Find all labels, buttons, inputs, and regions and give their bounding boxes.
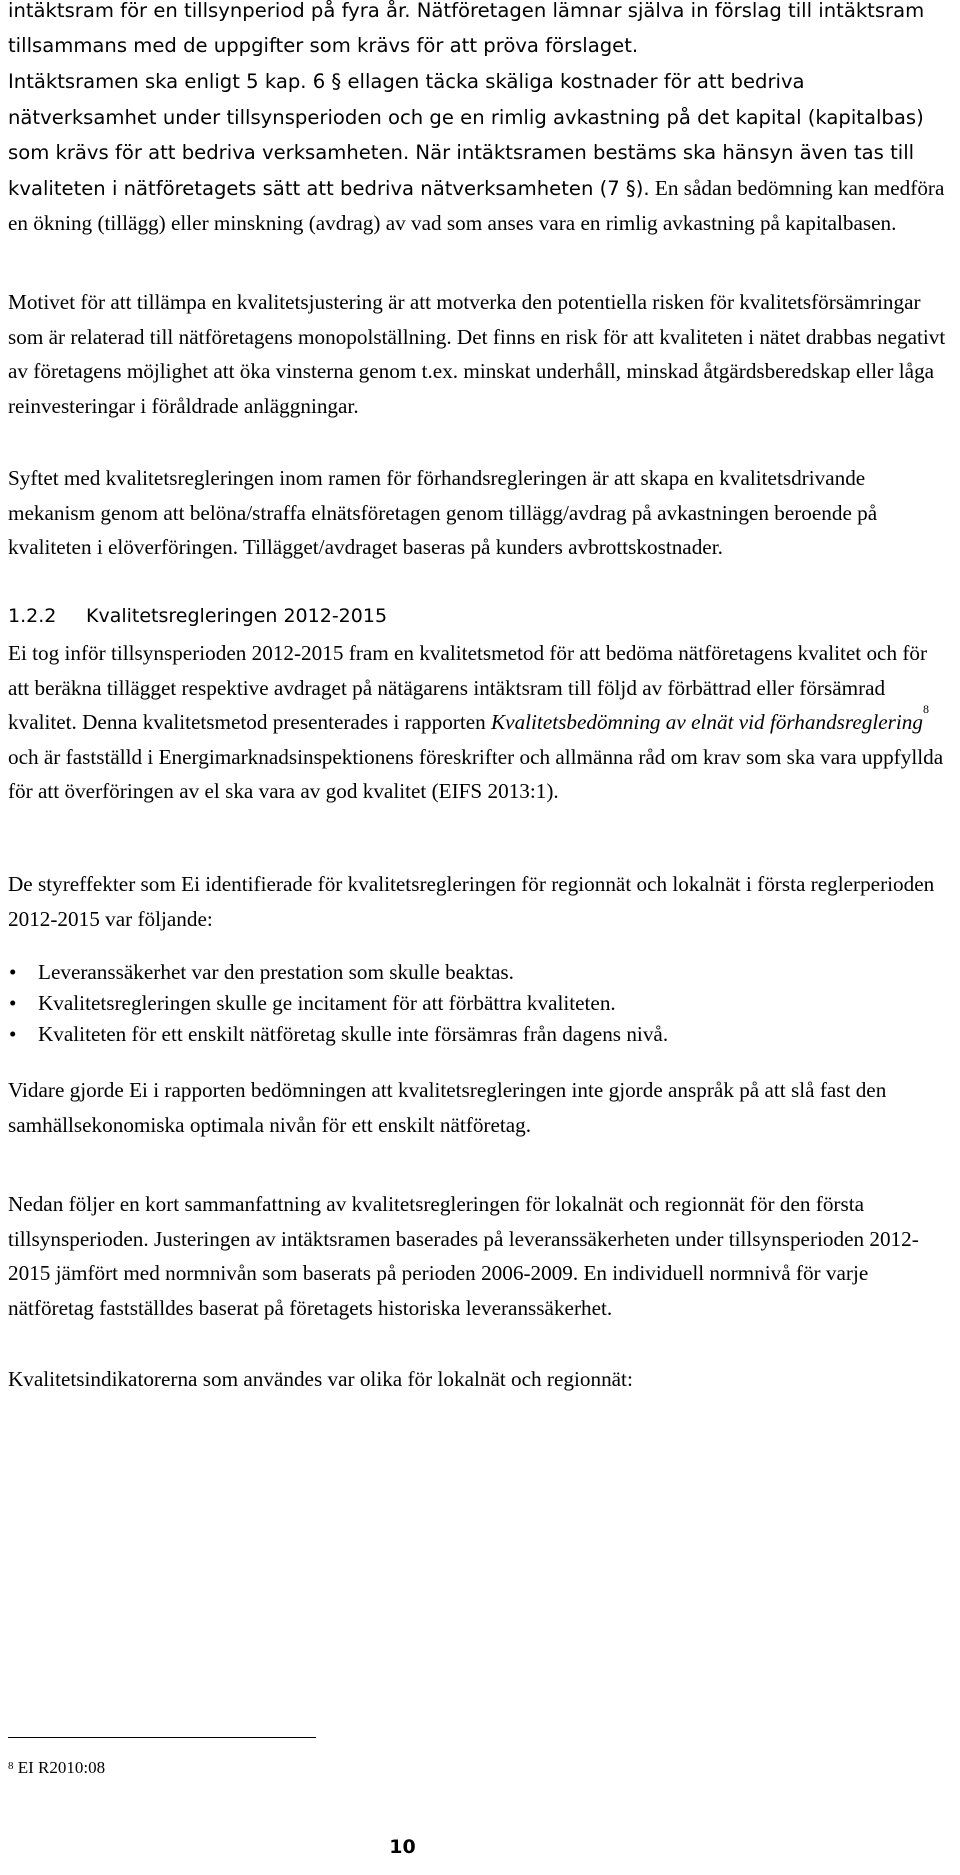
paragraph-intro-continued: intäktsram för en tillsynperiod på fyra år. Nätföretagen lämnar själva in förslag till intäktsram tillsammans med de uppgifter som krävs för att pröva förslaget. bbox=[8, 0, 925, 57]
paragraph-ei-tog-part1: Ei tog inför tillsynsperioden 2012-2015 fram en kvalitetsmetod för att bedöma nätföretagens kvalitet och för att beräkna tillägget respektive avdraget på nätägarens intäktsram till följd av förbättrad eller försämrad kvalitet. Denna kvalitetsmetod presenterades i rapporten bbox=[8, 641, 928, 734]
paragraph-intakt-ram-sans-part: Intäktsramen ska enligt 5 kap. 6 § ellagen täcka skäliga kostnader för att bedriva nätverksamhet under tillsynsperioden och ge en rimlig avkastning på det kapital (kapitalbas) som krävs för att bedriva verksamheten. När intäktsramen bestäms ska hänsyn även tas till kvaliteten i nätföretagets sätt att bedriva nätverksamheten (7 §). bbox=[8, 70, 924, 200]
list-item-text: Kvaliteten för ett enskilt nätföretag skulle inte försämras från dagens nivå. bbox=[38, 1022, 669, 1046]
bullet-list bbox=[8, 957, 953, 1050]
list-item bbox=[8, 957, 953, 988]
list-item bbox=[8, 1019, 953, 1050]
list-item bbox=[8, 988, 953, 1019]
report-title-italic: Kvalitetsbedömning av elnät vid förhandsreglering bbox=[491, 710, 923, 734]
paragraph-ei-tog bbox=[8, 636, 953, 809]
section-title: Kvalitetsregleringen 2012-2015 bbox=[86, 605, 388, 627]
footnote bbox=[8, 1757, 105, 1779]
paragraph-intakt-ram-serif-part: En sådan bedömning kan medföra en ökning (tillägg) eller minskning (avdrag) av vad som anses vara en rimlig avkastning på kapitalbasen. bbox=[8, 175, 945, 235]
paragraph-kvalitetsindikatorerna: Kvalitetsindikatorerna som användes var olika för lokalnät och regionnät: bbox=[8, 1367, 633, 1391]
paragraph-motivet: Motivet för att tillämpa en kvalitetsjustering är att motverka den potentiella risken för kvalitetsförsämringar som är relaterad till nätföretagens monopolställning. Det finns en risk för att kvaliteten i nätet drabbas negativt av företagens möjlighet att öka vinsterna genom t.ex. minskat underhåll, minskad åtgärdsberedskap eller låga reinvesteringar i föråldrade anläggningar. bbox=[8, 290, 946, 418]
paragraph-intakt-ram bbox=[8, 64, 953, 241]
paragraph-styreffekter: De styreffekter som Ei identifierade för kvalitetsregleringen för regionnät och lokalnät i första reglerperioden 2012-2015 var följande: bbox=[8, 872, 935, 931]
section-heading bbox=[8, 601, 387, 631]
footnote-text: EI R2010:08 bbox=[13, 1758, 106, 1777]
section-number: 1.2.2 bbox=[8, 605, 57, 627]
paragraph-nedan: Nedan följer en kort sammanfattning av kvalitetsregleringen för lokalnät och regionnät för den första tillsynsperioden. Justeringen av intäktsramen baserades på leveranssäkerheten under tillsynsperioden 2012-2015 jämfört med normnivån som baserats på perioden 2006-2009. En individuell normnivå för varje nätföretag fastställdes baserat på företagets historiska leveranssäkerhet. bbox=[8, 1192, 919, 1320]
bullet-icon: • bbox=[9, 1022, 17, 1046]
bullet-icon: • bbox=[9, 991, 17, 1015]
footnote-separator bbox=[8, 1737, 316, 1738]
bullet-icon: • bbox=[9, 960, 17, 984]
footnote-marker: 8 bbox=[8, 1760, 14, 1772]
page-number: 10 bbox=[389, 1836, 416, 1858]
list-item-text: Kvalitetsregleringen skulle ge incitament för att förbättra kvaliteten. bbox=[38, 991, 616, 1015]
footnote-reference: 8 bbox=[922, 702, 929, 716]
paragraph-ei-tog-part2: och är fastställd i Energimarknadsinspektionens föreskrifter och allmänna råd om krav som ska vara uppfyllda för att överföringen av el ska vara av god kvalitet (EIFS 2013:1). bbox=[8, 744, 944, 803]
list-item-text: Leveranssäkerhet var den prestation som skulle beaktas. bbox=[38, 960, 514, 984]
paragraph-vidare: Vidare gjorde Ei i rapporten bedömningen att kvalitetsregleringen inte gjorde anspråk på att slå fast den samhällsekonomiska optimala nivån för ett enskilt nätföretag. bbox=[8, 1078, 887, 1137]
paragraph-syftet: Syftet med kvalitetsregleringen inom ramen för förhandsregleringen är att skapa en kvalitetsdrivande mekanism genom att belöna/straffa elnätsföretagen genom tillägg/avdrag på avkastningen beroende på kvaliteten i elöverföringen. Tillägget/avdraget baseras på kunders avbrottskostnader. bbox=[8, 466, 878, 559]
